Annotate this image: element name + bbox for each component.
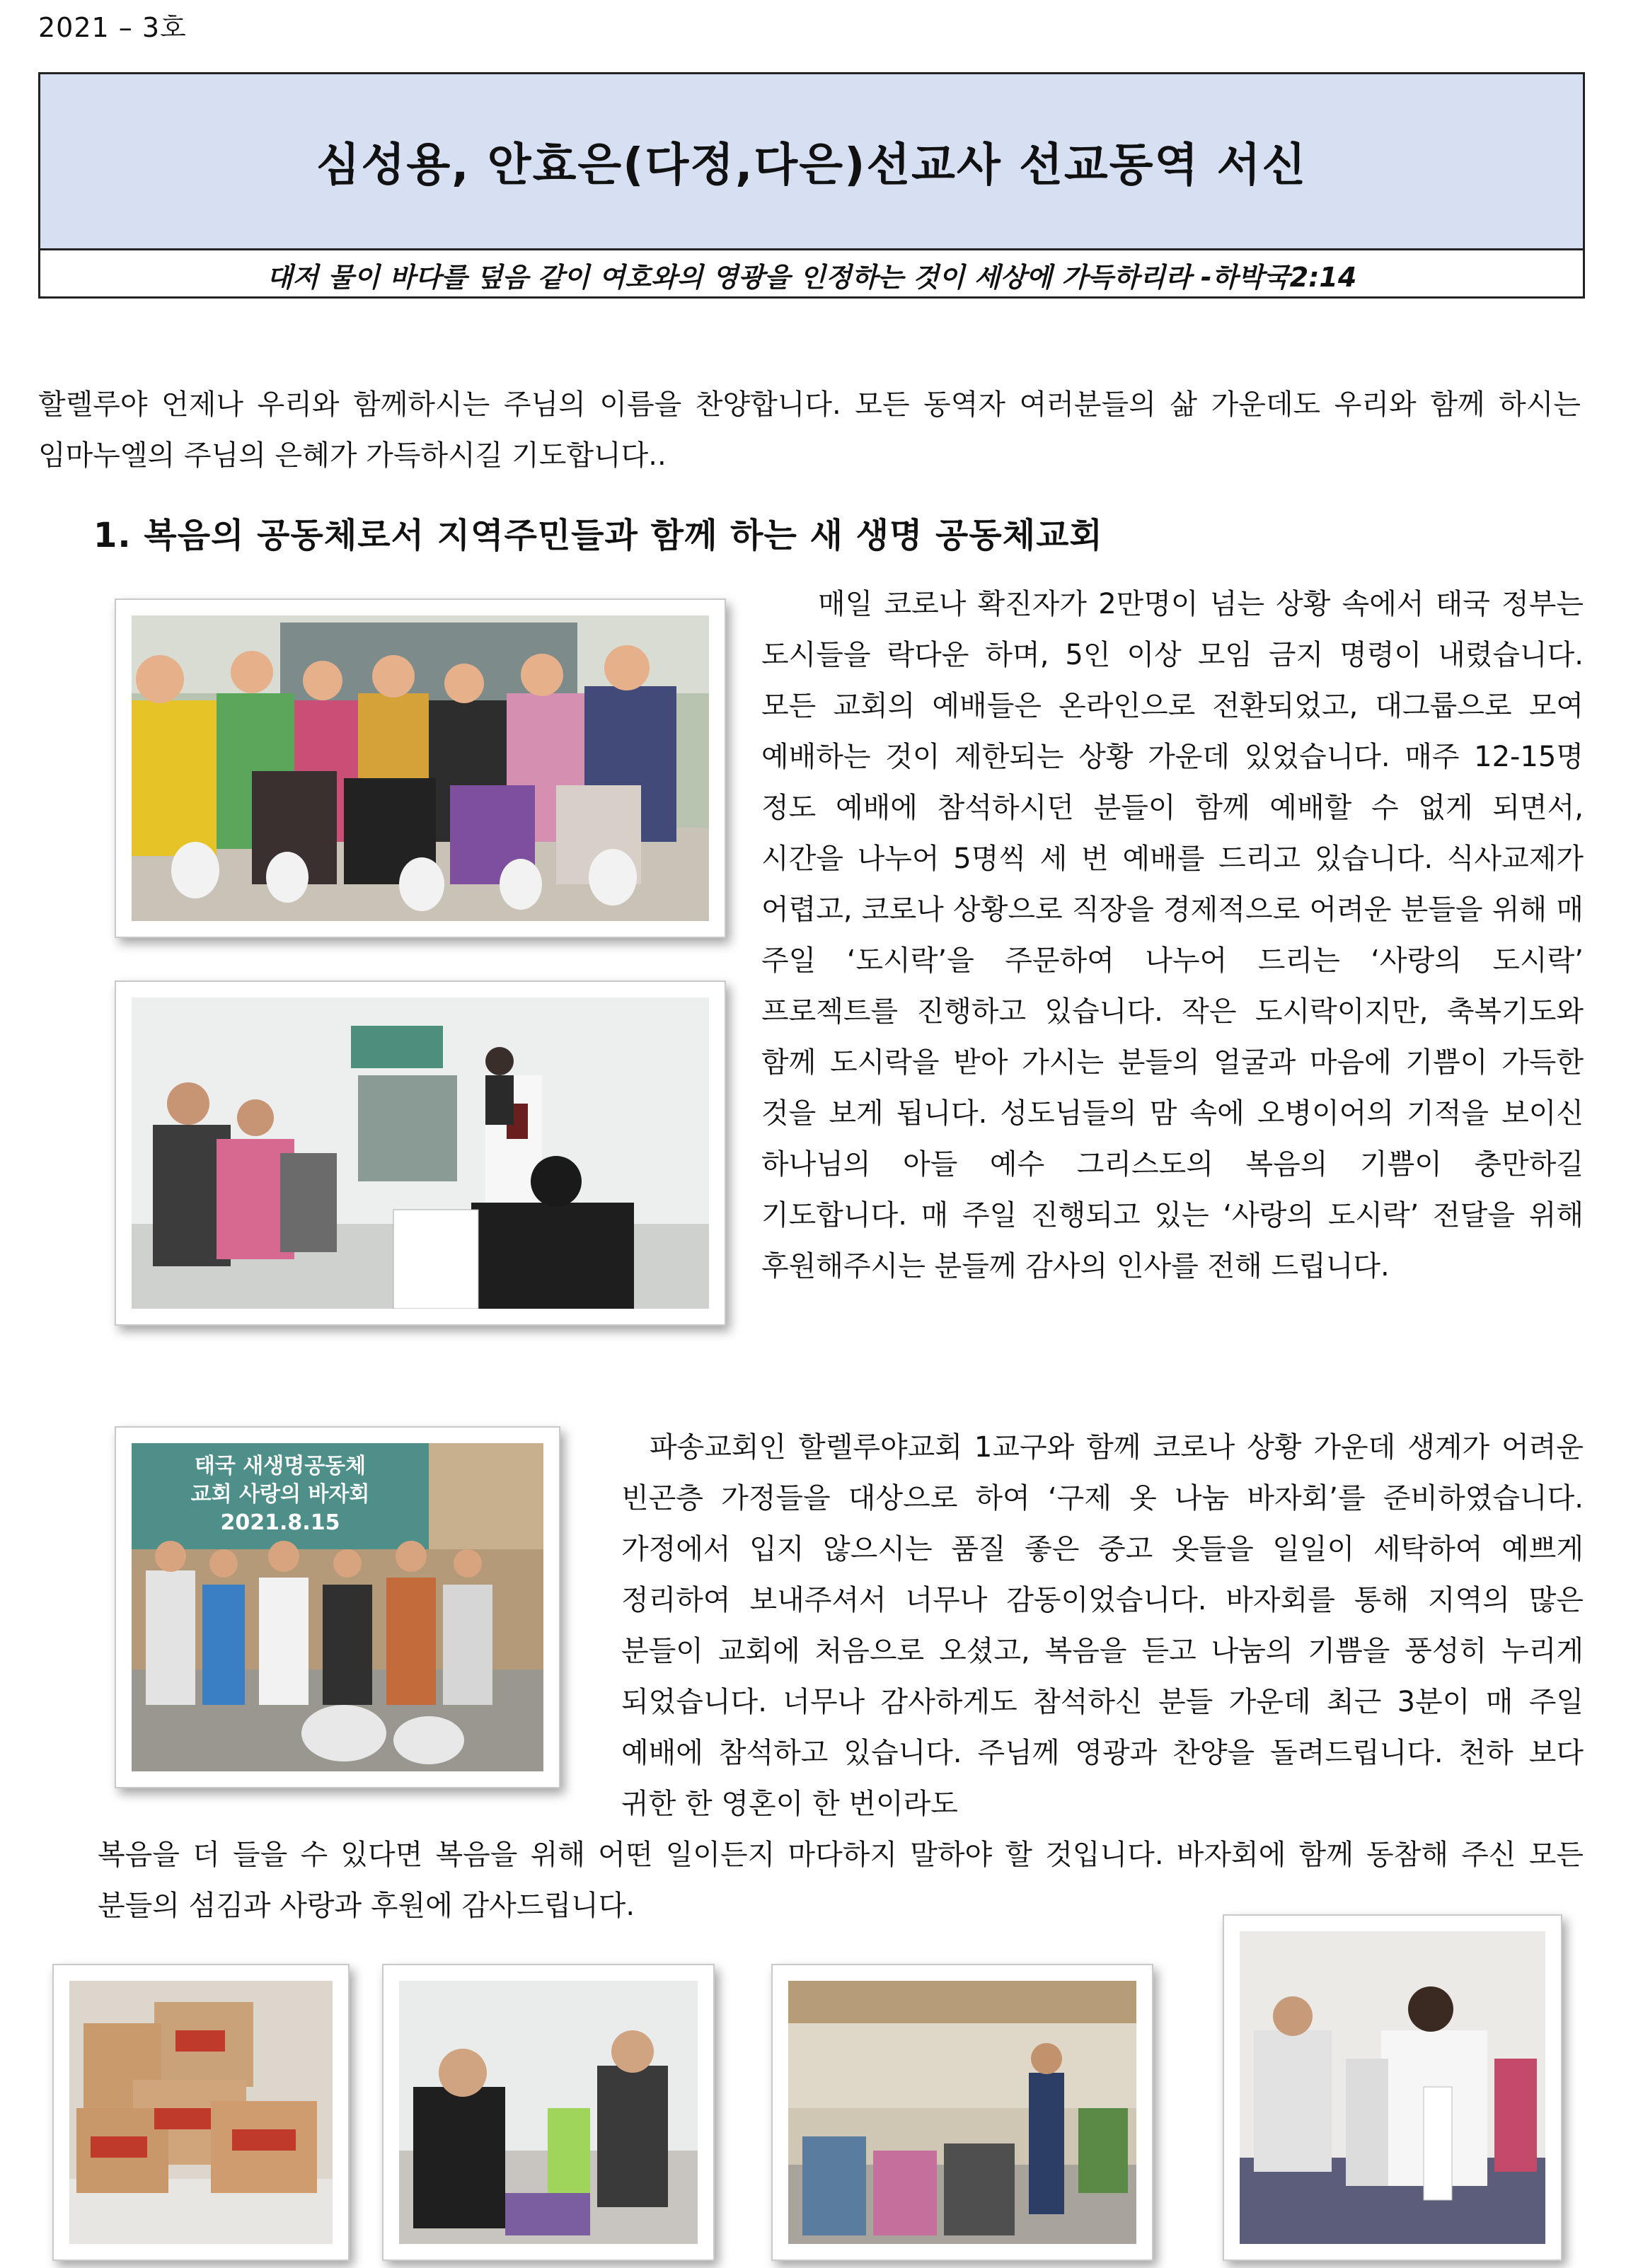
section1-paragraph-1	[761, 579, 1584, 1292]
banner-line-2: 교회 사랑의 바자회	[190, 1482, 370, 1507]
worship-service-illustration	[132, 997, 709, 1309]
photo-worship-service-image	[132, 997, 709, 1309]
photo-group-lunch-image	[132, 615, 709, 921]
bazaar-crowd-illustration	[788, 1981, 1136, 2244]
intro-paragraph: 할렐루야 언제나 우리와 함께하시는 주님의 이름을 찬양합니다. 모든 동역자 여러분들의 삶 가운데도 우리와 함께 하시는 임마누엘의 주님의 은혜가 가득하시길 기도합니다..	[38, 388, 1581, 472]
photo-worship-service	[115, 980, 726, 1326]
bazaar-group-illustration	[132, 1443, 543, 1771]
photo-donation-boxes	[52, 1964, 350, 2261]
photo-clothes-distribution	[1223, 1914, 1562, 2261]
photo-clothes-sorting-image	[399, 1981, 698, 2244]
section-heading: 1. 복음의 공동체로서 지역주민들과 함께 하는 새 생명 공동체교회	[93, 516, 1103, 555]
photo-group-lunch	[115, 598, 726, 938]
photo-donation-boxes-image	[69, 1981, 333, 2244]
section1-paragraph-2	[621, 1422, 1584, 1829]
photo-bazaar-crowd	[771, 1964, 1153, 2261]
header-box	[38, 72, 1585, 299]
issue-number: 2021 – 3호	[38, 12, 187, 43]
bible-verse: 대저 물이 바다를 덮음 같이 여호와의 영광을 인정하는 것이 세상에 가득하리라 -하박국2:14	[266, 261, 1357, 293]
donation-boxes-illustration	[69, 1981, 333, 2244]
photo-clothes-distribution-image	[1240, 1931, 1545, 2244]
banner-line-1: 태국 새생명공동체	[194, 1454, 367, 1479]
clothes-distribution-illustration	[1240, 1931, 1545, 2244]
photo-bazaar-group	[115, 1426, 560, 1788]
photo-clothes-sorting	[382, 1964, 715, 2261]
clothes-sorting-illustration	[399, 1981, 698, 2244]
section1-paragraph-2-tail: 복음을 더 들을 수 있다면 복음을 위해 어떤 일이든지 마다하지 말하야 할 것입니다. 바자회에 함께 동참해 주신 모든 분들의 섬김과 사랑과 후원에 감사드립니다.	[98, 1839, 1584, 1922]
group-lunch-illustration	[132, 615, 709, 921]
photo-bazaar-group-image	[132, 1443, 543, 1771]
section1-paragraph-2-text: 파송교회인 할렐루야교회 1교구와 함께 코로나 상황 가운데 생계가 어려운 빈곤층 가정들을 대상으로 하여 ‘구제 옷 나눔 바자회’를 준비하였습니다. 가정에서 입지 않으시는 품질 좋은 중고 옷들을 일일이 세탁하여 예쁘게 정리하여 보내주셔서 너무나 감동이었습니다. 바자회를 통해 지역의 많은 분들이 교회에 처음으로 오셨고, 복음을 듣고 나눔의 기쁨을 풍성히 누리게 되었습니다. 너무나 감사하게도 참석하신 분들 가운데 최근 3분이 매 주일 예배에 참석하고 있습니다. 주님께 영광과 찬양을 돌려드립니다. 천하 보다 귀한 한 영혼이 한 번이라도	[621, 1431, 1584, 1820]
banner-line-3: 2021.8.15	[220, 1510, 340, 1535]
section1-paragraph-1-text: 매일 코로나 확진자가 2만명이 넘는 상황 속에서 태국 정부는 도시들을 락다운 하며, 5인 이상 모임 금지 명령이 내렸습니다. 모든 교회의 예배들은 온라인으로 전환되었고, 대그룹으로 모여 예배하는 것이 제한되는 상황 가운데 있었습니다. 매주 12-15명 정도 예배에 참석하시던 분들이 함께 예배할 수 없게 되면서, 시간을 나누어 5명씩 세 번 예배를 드리고 있습니다. 식사교제가 어렵고, 코로나 상황으로 직장을 경제적으로 어려운 분들을 위해 매 주일 ‘도시락’을 주문하여 나누어 드리는 ‘사랑의 도시락’ 프로젝트를 진행하고 있습니다. 작은 도시락이지만, 축복기도와 함께 도시락을 받아 가시는 분들의 얼굴과 마음에 기쁨이 가득한 것을 보게 됩니다. 성도님들의 맘 속에 오병이어의 기적을 보이신 하나님의 아들 예수 그리스도의 복음의 기쁨이 충만하길 기도합니다. 매 주일 진행되고 있는 ‘사랑의 도시락’ 전달을 위해 후원해주시는 분들께 감사의 인사를 전해 드립니다.	[761, 588, 1584, 1283]
letter-title: 심성용, 안효은(다정,다은)선교사 선교동역 서신	[40, 74, 1583, 250]
photo-bazaar-crowd-image	[788, 1981, 1136, 2244]
